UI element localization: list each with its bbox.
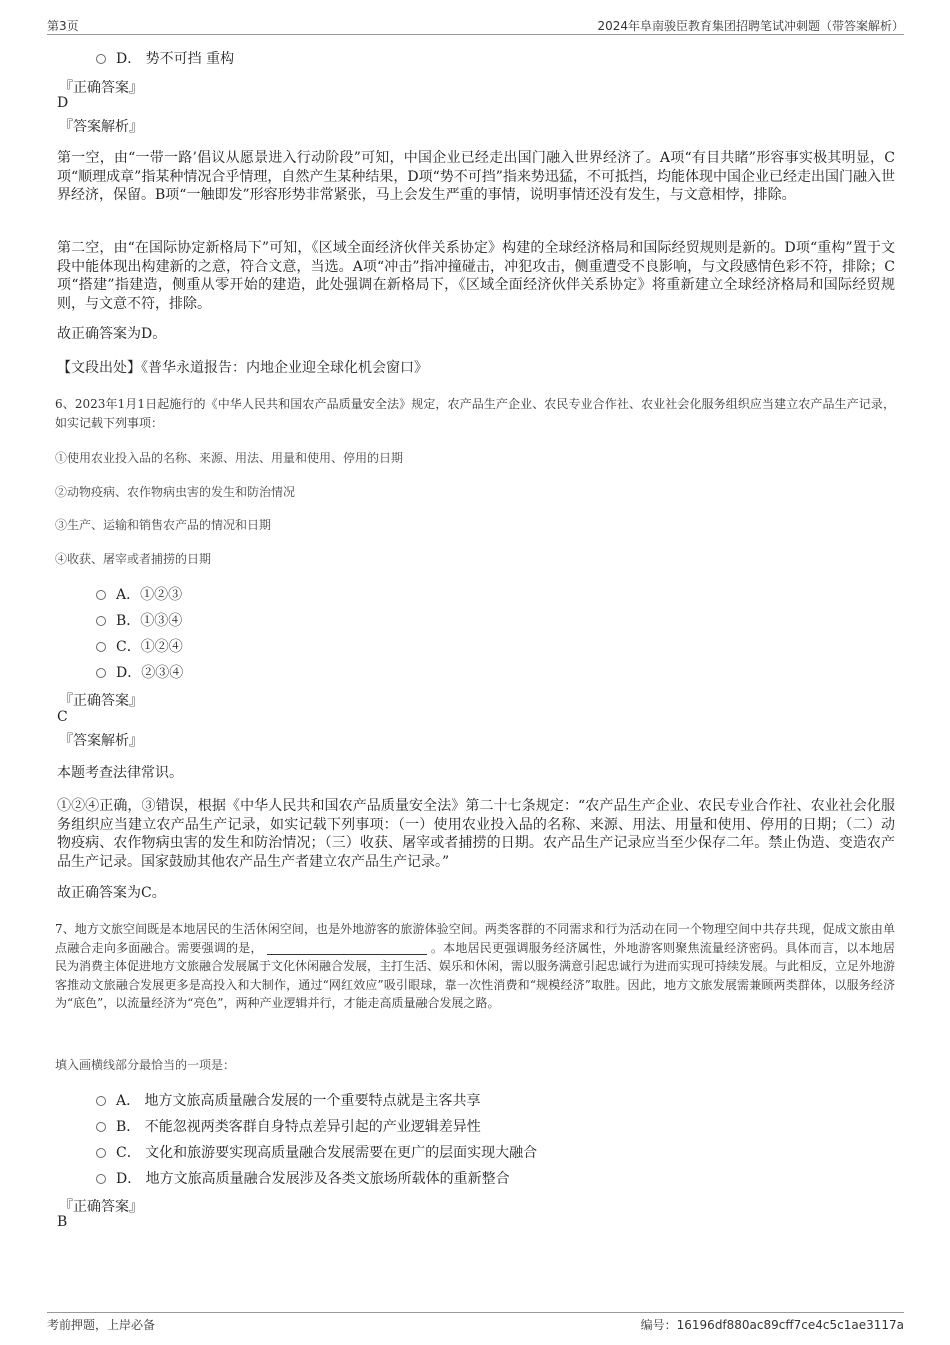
- page-number: 第3页: [47, 19, 79, 33]
- q6-stem: 6、2023年1月1日起施行的《中华人民共和国农产品质量安全法》规定，农产品生产企业、农民专业合作社、农业社会化服务组织应当建立农产品生产记录，如实记载下列事项：: [55, 397, 895, 430]
- q6-answer-label: 『正确答案』: [59, 693, 143, 709]
- q5-analysis-p3: 故正确答案为D。: [57, 326, 167, 342]
- radio-icon[interactable]: [96, 1096, 106, 1106]
- q7-stem: 7、地方文旅空间既是本地居民的生活休闲空间，也是外地游客的旅游体验空间。两类客群的不同需求和行为活动在同一个物理空间中共存共现，促成文旅由单点融合走向多面融合。需要强调的是， 。本地居民更强调服务经济属性，外地游客则聚焦流量经济密码。具体而言，以本地居民为消费主体促进地方文旅融合发展属于文化休闲融合发展，主打生活、娱乐和休闲，需以服务满意引起忠诚行为进而实现可持续发展。与此相反，立足外地游客推动文旅融合发展更多是高投入和大制作，通过“网红效应”吸引眼球，靠一次性消费和“规模经济”取胜。因此，地方文旅发展需兼顾两类群体，以服务经济为“底色”，以流量经济为“亮色”，两种产业逻辑并行，才能走高质量融合发展之路。: [55, 922, 896, 1010]
- radio-icon[interactable]: [96, 590, 106, 600]
- q6-item-1: ①使用农业投入品的名称、来源、用法、用量和使用、停用的日期: [55, 451, 404, 465]
- radio-icon[interactable]: [96, 668, 106, 678]
- q6-option-c[interactable]: C．①②④: [96, 636, 183, 656]
- radio-icon[interactable]: [96, 642, 106, 652]
- q7-answer-label: 『正确答案』: [59, 1199, 143, 1215]
- q7-option-c[interactable]: C． 文化和旅游要实现高质量融合发展需要在更广的层面实现大融合: [96, 1142, 537, 1162]
- page-header: [47, 14, 904, 35]
- q6-item-3: ③生产、运输和销售农产品的情况和日期: [55, 518, 272, 532]
- q6-option-b[interactable]: B．①③④: [96, 610, 182, 630]
- footer-slogan: 考前押题，上岸必备: [47, 1318, 156, 1332]
- q5-option-d[interactable]: D． 势不可挡 重构: [96, 48, 234, 68]
- radio-icon[interactable]: [96, 1148, 106, 1158]
- q6-option-a[interactable]: A．①②③: [96, 584, 182, 604]
- q5-answer-label: 『正确答案』: [59, 80, 143, 96]
- q7-answer: B: [57, 1214, 68, 1230]
- q5-source: 【文段出处】《普华永道报告：内地企业迎全球化机会窗口》: [57, 360, 428, 376]
- q6-analysis-p1: 本题考查法律常识。: [57, 765, 183, 781]
- q5-analysis-p2: 第二空，由“在国际协定新格局下”可知，《区域全面经济伙伴关系协定》构建的全球经济格局和国际经贸规则是新的。D项“重构”置于文段中能体现出构建新的之意，符合文意，当选。A项“冲击”指冲撞碰击，冲犯攻击，侧重遭受不良影响，与文段感情色彩不符，排除；C项“搭建”指建造，侧重从零开始的建造，此处强调在新格局下，《区域全面经济伙伴关系协定》将重新建立全球经济格局和国际经贸规则，与文意不符，排除。: [57, 240, 895, 312]
- document-id: 编号：16196df880ac89cff7ce4c5c1ae3117a: [640, 1318, 904, 1332]
- q6-analysis-label: 『答案解析』: [59, 733, 143, 749]
- q5-analysis-label: 『答案解析』: [59, 119, 143, 135]
- q6-item-2: ②动物疫病、农作物病虫害的发生和防治情况: [55, 485, 296, 499]
- q7-prompt: 填入画横线部分最恰当的一项是：: [55, 1058, 236, 1072]
- q7-option-d[interactable]: D． 地方文旅高质量融合发展涉及各类文旅场所载体的重新整合: [96, 1168, 510, 1188]
- q5-answer: D: [57, 95, 69, 111]
- q6-option-d[interactable]: D．②③④: [96, 662, 183, 682]
- q6-analysis-p2: ①②④正确，③错误，根据《中华人民共和国农产品质量安全法》第二十七条规定：“农产品生产企业、农民专业合作社、农业社会化服务组织应当建立农产品生产记录，如实记载下列事项：（一）使用农业投入品的名称、来源、用法、用量和使用、停用的日期；（二）动物疫病、农作物病虫害的发生和防治情况；（三）收获、屠宰或者捕捞的日期。农产品生产记录应当至少保存二年。禁止伪造、变造农产品生产记录。国家鼓励其他农产品生产者建立农产品生产记录。”: [57, 798, 895, 870]
- radio-icon[interactable]: [96, 1122, 106, 1132]
- q6-answer: C: [57, 709, 68, 725]
- radio-icon[interactable]: [96, 54, 106, 64]
- document-title: 2024年阜南骏臣教育集团招聘笔试冲刺题（带答案解析）: [597, 19, 904, 33]
- page-footer: [47, 1312, 904, 1338]
- radio-icon[interactable]: [96, 616, 106, 626]
- q7-option-b[interactable]: B． 不能忽视两类客群自身特点差异引起的产业逻辑差异性: [96, 1116, 481, 1136]
- q5-analysis-p1: 第一空，由“一带一路’倡议从愿景进入行动阶段”可知，中国企业已经走出国门融入世界经济了。A项“有目共睹”形容事实极其明显，C项“顺理成章”指某种情况合乎情理，自然产生某种结果，D项“势不可挡”指来势迅猛，不可抵挡，均能体现中国企业已经走出国门融入世界经济，保留。B项“一触即发”形容形势非常紧张，马上会发生严重的事情，说明事情还没有发生，与文意相悖，排除。: [57, 150, 895, 203]
- radio-icon[interactable]: [96, 1174, 106, 1184]
- q7-option-a[interactable]: A． 地方文旅高质量融合发展的一个重要特点就是主客共享: [96, 1090, 481, 1110]
- q6-item-4: ④收获、屠宰或者捕捞的日期: [55, 552, 212, 566]
- q6-analysis-p3: 故正确答案为C。: [57, 885, 166, 901]
- fill-blank: [267, 942, 427, 955]
